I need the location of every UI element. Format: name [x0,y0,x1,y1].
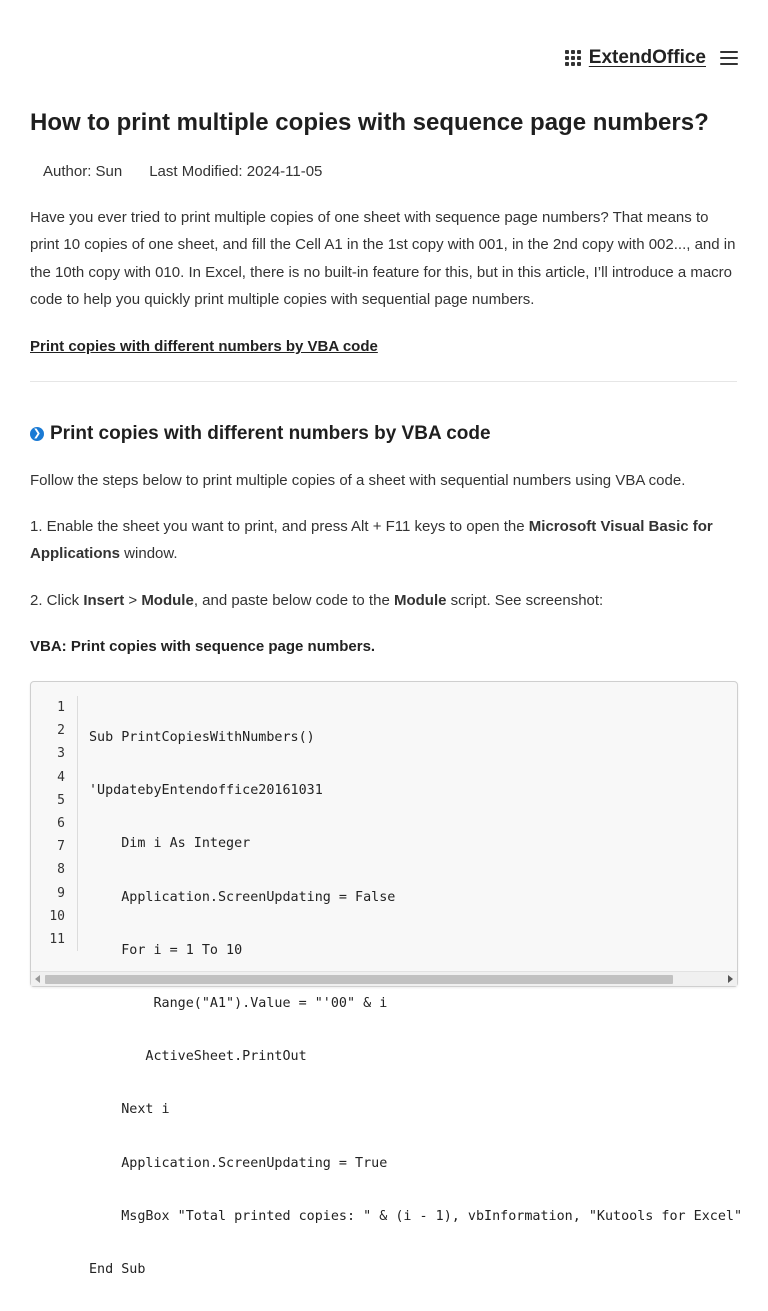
code-line: ActiveSheet.PrintOut [89,1049,307,1065]
code-block[interactable] [30,681,743,1277]
step-2-c: script. See screenshot: [446,592,604,609]
chevron-circle-icon: ❯ [30,427,44,441]
site-header [565,44,738,72]
line-number: 2 [57,723,65,739]
line-number: 11 [49,931,65,947]
scroll-right-arrow-icon[interactable] [728,975,733,983]
code-line: Dim i As Integer [89,836,251,852]
step-2-module: Module [141,592,194,609]
line-number: 6 [57,815,65,831]
line-number: 8 [57,862,65,878]
step-1 [30,513,738,567]
section-heading [30,420,491,448]
scroll-left-arrow-icon[interactable] [35,975,40,983]
grid-dots-icon[interactable] [565,50,581,66]
line-number: 1 [57,700,65,715]
line-number-gutter [31,696,78,951]
line-number: 10 [49,908,65,924]
author-text: Author: Sun [43,163,123,180]
step-1-prefix: 1. Enable the sheet you want to print, and press Alt + F11 keys to open the [30,518,529,535]
hamburger-menu-icon[interactable] [720,51,738,65]
step-1-suffix: window. [120,545,178,562]
code-line: 'UpdatebyEntendoffice20161031 [89,783,323,799]
code-line: MsgBox "Total printed copies: " & (i - 1), vbInformation, "Kutools for Excel" [89,1208,743,1224]
code-line: Next i [89,1102,170,1118]
step-1-bold: Microsoft Visual Basic for Applications [30,518,713,562]
step-2-module-2: Module [393,592,447,609]
scrollbar-thumb[interactable] [45,975,673,984]
modified-date: Last Modified: 2024-11-05 [149,163,323,180]
step-2-a: 2. Click [30,592,84,609]
brand-link[interactable]: ExtendOffice [588,47,706,68]
page-title: How to print multiple copies with sequence page numbers? [30,109,709,136]
section-heading-text: Print copies with different numbers by VBA code [50,423,491,444]
code-line: Sub PrintCopiesWithNumbers() [89,730,315,745]
vba-label: VBA: Print copies with sequence page numbers. [30,638,376,655]
code-line: Application.ScreenUpdating = True [89,1155,388,1171]
toc-link[interactable]: Print copies with different numbers by VBA code [30,338,378,355]
line-number: 4 [57,769,65,785]
follow-steps-text: Follow the steps below to print multiple copies of a sheet with sequential numbers using VBA code. [30,472,686,489]
line-number: 3 [57,746,65,762]
step-2-insert: Insert [83,592,125,609]
line-number: 9 [57,885,65,901]
step-2 [30,587,738,614]
intro-paragraph: Have you ever tried to print multiple copies of one sheet with sequence page numbers? That means to print 10 copies of one sheet, and fill the Cell A1 in the 1st copy with 001, in the 2nd copy with 002..., and in the 10th copy with 010. In Excel, there is no built-in feature for this, but in this article, I’ll introduce a macro code to help you quickly print multiple copies with sequential page numbers. [30,209,736,308]
step-2-gt: > [124,592,142,609]
article-meta [43,160,322,184]
horizontal-scrollbar[interactable] [31,971,737,986]
code-line: Range("A1").Value = "'00" & i [89,995,388,1011]
code-content[interactable] [89,696,743,1311]
line-number: 5 [57,792,65,808]
code-line: Application.ScreenUpdating = False [89,889,396,905]
code-line: End Sub [89,1261,146,1277]
divider [30,381,737,382]
step-2-b: , and paste below code to the [193,592,394,609]
code-line: For i = 1 To 10 [89,942,243,958]
line-number: 7 [57,839,65,855]
